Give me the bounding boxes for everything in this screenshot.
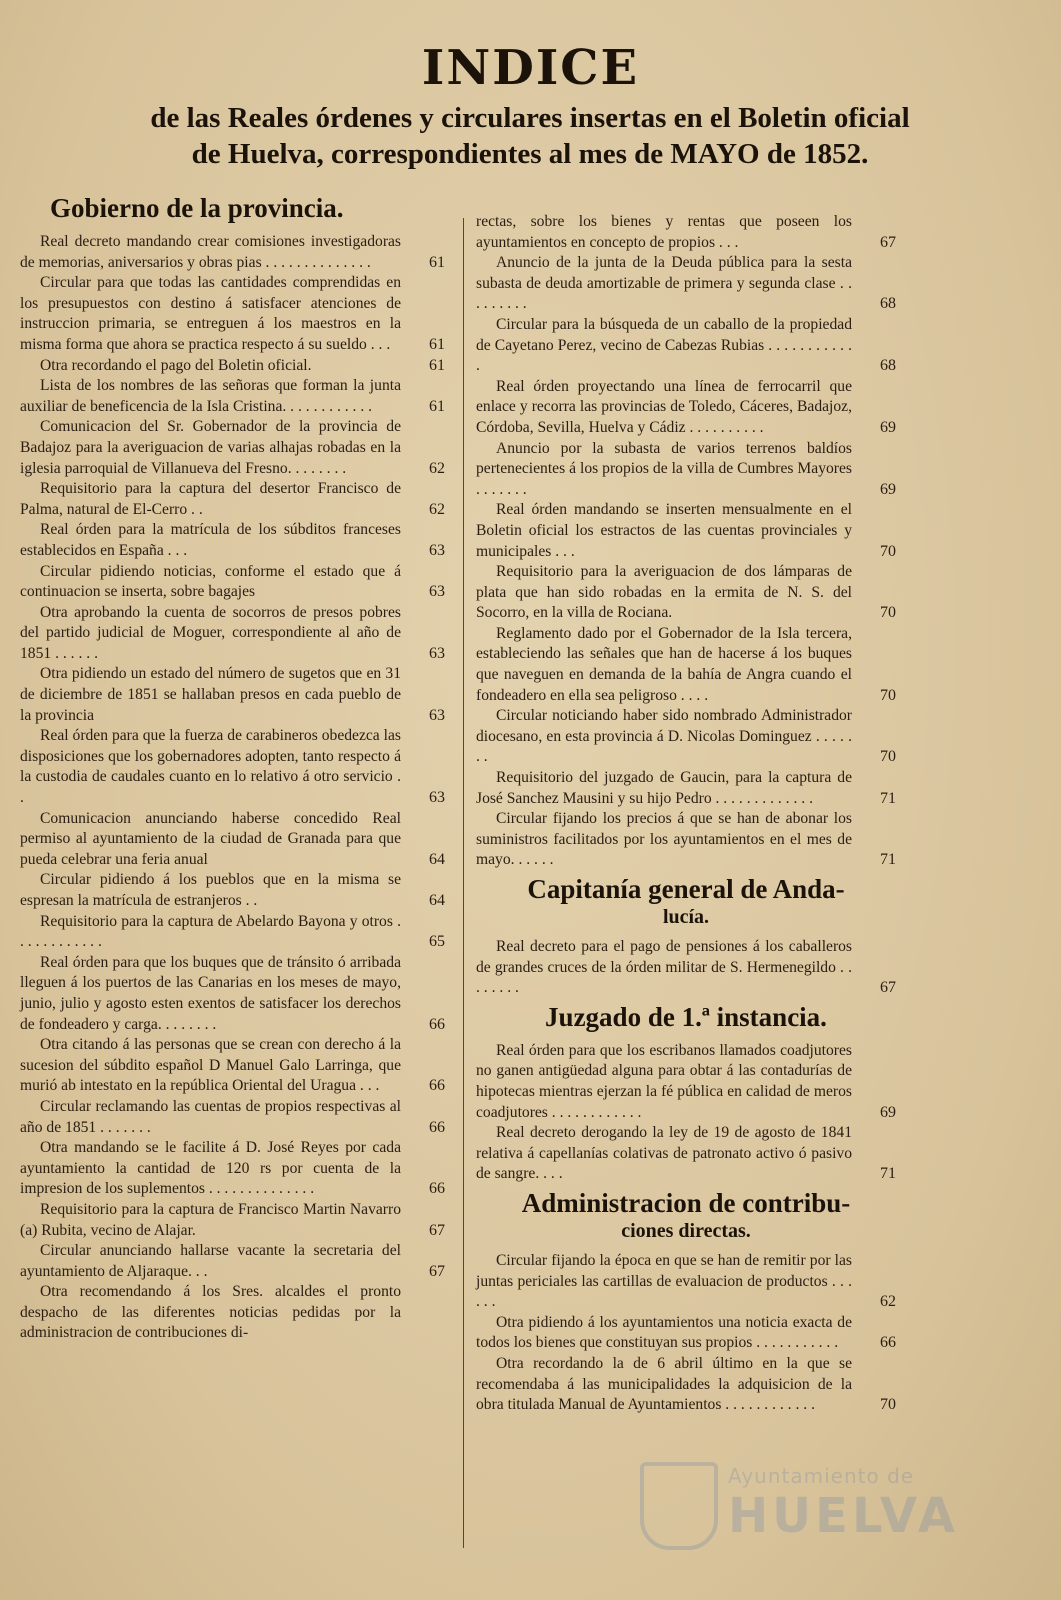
right-entries-b [476,937,896,999]
entry-page: 61 [429,335,445,353]
entry-page: 62 [880,1293,896,1311]
entry-text: Reglamento dado por el Gobernador de la Isla tercera, estableciendo las señales que han de hacerse á los buques que naveguen en demanda de la bahía de Angra cuando el fondeadero en ella sea peligroso . . . . [476,624,852,704]
index-entry [20,726,445,808]
index-entry [476,1313,896,1354]
entry-text: Requisitorio para la averiguacion de dos lámparas de plata que han sido robadas en la ermita de N. S. del Socorro, en la villa de Rociana. [476,563,852,622]
entry-text: Otra aprobando la cuenta de socorros de presos pobres del partido judicial de Moguer, correspondiente al año de 1851 . . . . . . [20,603,401,662]
right-entries-a [476,253,896,871]
entry-page: 69 [880,1103,896,1121]
entry-text: Circular pidiendo á los pueblos que en la misma se espresan la matrícula de estranjeros . . [20,871,401,909]
index-entry [476,562,896,624]
entry-page: 61 [429,356,445,374]
index-entry [20,479,445,520]
entry-page: 66 [429,1118,445,1136]
entry-page: 62 [429,500,445,518]
entry-page: 64 [429,892,445,909]
entry-text: Real decreto derogando la ley de 19 de agosto de 1841 relativa á capellanías colativas de patronato activo ó pasivo de sangre. . . . [476,1124,852,1183]
column-divider [463,218,464,1548]
index-entry [476,937,896,999]
index-entry [476,1354,896,1416]
entry-text: Real decreto para el pago de pensiones á los caballeros de grandes cruces de la órden militar de S. Hermenegildo . . . . . . . . [476,938,852,997]
entry-page: 67 [429,1221,445,1239]
index-entry [476,1123,896,1185]
entry-page: 63 [429,541,445,559]
index-entry [476,377,896,439]
watermark [640,1450,970,1550]
section-title-gobierno: Gobierno de la provincia. [50,193,344,223]
entry-page: 67 [429,1262,445,1280]
left-column [20,190,445,1344]
entry-page: 68 [880,295,896,313]
entry-text: Requisitorio del juzgado de Gaucin, para la captura de José Sanchez Mausini y su hijo Pedro . . . . . . . . . . . . . [476,769,852,807]
right-entries-d [476,1251,896,1416]
entry-page: 62 [429,459,445,477]
index-entry [20,356,445,377]
section-title-capitania-l2: lucía. [662,906,710,928]
index-entry [476,624,896,706]
entry-text: Comunicacion del Sr. Gobernador de la provincia de Badajoz para la averiguacion de varias alhajas robadas en la iglesia parroquial de Villanueva del Fresno. . . . . . . . [20,418,401,477]
entry-page: 66 [429,1015,445,1033]
watermark-small-text: Ayuntamiento de [728,1464,915,1488]
entry-text: Real órden proyectando una línea de ferrocarril que enlace y recorra las provincias de Toledo, Cáceres, Badajoz, Córdoba, Sevilla, Huelva y Cádiz . . . . . . . . . . [476,377,852,436]
entry-text: Real órden para la matrícula de los súbditos franceses establecidos en España . . . [20,521,401,559]
page-subtitle [25,100,1035,172]
entry-page: 71 [880,789,896,807]
entry-text: Otra recordando el pago del Boletin oficial. [40,356,312,374]
entry-page: 61 [429,253,445,271]
index-entry [476,253,896,315]
entry-page: 67 [880,979,896,997]
page-title: INDICE [421,40,640,96]
entry-text: Real órden mandando se inserten mensualmente en el Boletin oficial los estractos de las cuentas provinciales y municipales . . . [476,501,852,560]
index-entry [20,1282,445,1344]
entry-page: 71 [880,851,896,869]
entry-page: 69 [880,480,896,498]
entry-page: 63 [429,644,445,662]
index-entry [20,1200,445,1241]
entry-text: Requisitorio para la captura del desertor Francisco de Palma, natural de El-Cerro . . [20,480,401,518]
right-column [476,212,896,1416]
entry-page: 66 [429,1180,445,1198]
subtitle-line-1: de las Reales órdenes y circulares insertas en el Boletin oficial [150,102,910,134]
entry-page: 70 [880,1396,896,1414]
section-title-administracion-l1: Administracion de contribu- [521,1187,851,1218]
watermark-big-text: HUELVA [728,1488,959,1544]
index-entry [20,520,445,561]
entry-page: 70 [880,542,896,560]
entry-text: Otra pidiendo á los ayuntamientos una noticia exacta de todos los bienes que constituyan sus propios . . . . . . . . . . . [476,1313,852,1352]
entry-text: Circular reclamando las cuentas de propios respectivas al año de 1851 . . . . . . . [20,1097,401,1136]
section-title-juzgado: Juzgado de 1.ª instancia. [545,1001,827,1032]
index-entry [20,417,445,479]
entry-text: Real órden para que los buques que de tránsito ó arribada lleguen á los puertos de las Canarias en los meses de mayo, junio, julio y agosto esten exentos de satisfacer los derechos de fondeadero y carga. . . . . . . . [20,953,401,1033]
entry-text: Circular para que todas las cantidades comprendidas en los presupuestos con destino á satisfacer atenciones de instruccion primaria, se entreguen á los maestros en la misma forma que ahora se practica respecto á su sueldo . . . [20,274,401,353]
entry-page: 64 [429,850,445,868]
index-entry [476,439,896,501]
entry-text: Lista de los nombres de las señoras que forman la junta auxiliar de beneficencia de la Isla Cristina. . . . . . . . . . . . [20,377,401,415]
entry-text: Real órden para que la fuerza de carabineros obedezca las disposiciones que los gobernadores adopten, tanto respecto á la custodia de caudales cuanto en lo relativo á otro servicio . . [20,727,401,807]
entry-page: 63 [429,706,445,724]
index-entry [20,1097,445,1138]
entry-text: Otra citando á las personas que se crean con derecho á la sucesion del súbdito español D Manuel Galo Larringa, que murió ab intestato en la república Oriental del Uragua . . . [20,1036,401,1095]
entry-text: Requisitorio para la captura de Francisco Martin Navarro (a) Rubita, vecino de Alajar. [20,1200,401,1239]
entry-text: Circular anunciando hallarse vacante la secretaria del ayuntamiento de Aljaraque. . . [20,1242,401,1280]
entry-text: Comunicacion anunciando haberse concedido Real permiso al ayuntamiento de la ciudad de Granada para que pueda celebrar una feria anual [20,809,401,868]
index-entry [20,1241,445,1282]
entry-text: Real órden para que los escribanos llamados coadjutores no ganen antigüedad alguna para obtar á las contadurías de hipotecas mientras ejerzan la fé pública en calidad de meros coadjutores . . . . . . . . . . . . [476,1041,852,1121]
index-entry [20,562,445,603]
entry-page: 67 [880,233,896,251]
entry-text: Otra recordando la de 6 abril último en la que se recomendaba á las municipalidades la adquisicion de la obra titulada Manual de Ayuntamientos . . . . . . . . . . . . [476,1354,852,1414]
entry-page: 70 [880,604,896,622]
section-title-administracion [476,1187,896,1243]
index-entry [20,1138,445,1200]
entry-page: 71 [880,1165,896,1183]
entry-text: Anuncio de la junta de la Deuda pública para la sesta subasta de deuda amortizable de primera y segunda clase . . . . . . . . . [476,254,852,313]
entry-text: Circular fijando los precios á que se han de abonar los suministros facilitados por los ayuntamientos en el mes de mayo. . . . . . [476,810,852,869]
entry-page: 61 [429,397,445,415]
entry-text: Otra pidiendo un estado del número de sugetos que en 31 de diciembre de 1851 se hallaban presos en cada pueblo de la provincia [20,665,401,724]
index-entry [476,768,896,809]
index-entry [476,500,896,562]
entry-text: Circular para la búsqueda de un caballo de la propiedad de Cayetano Perez, vecino de Cabezas Rubias . . . . . . . . . . . . [476,315,852,375]
entry-text: Otra recomendando á los Sres. alcaldes el pronto despacho de las diferentes noticias pedidas por la administracion de contribuciones di- [20,1283,401,1342]
entry-page: 69 [880,418,896,436]
index-entry [20,664,445,726]
index-entry [20,809,445,871]
index-entry [20,870,445,911]
entry-text: Circular fijando la época en que se han de remitir por las juntas periciales las cartillas de evaluacion de productos . . . . . . [476,1251,852,1311]
left-entries-list [20,232,445,1344]
entry-page: 70 [880,748,896,766]
entry-text: Circular pidiendo noticias, conforme el estado que á continuacion se inserta, sobre bagajes [20,562,401,601]
index-entry [20,232,445,273]
index-entry [476,315,896,377]
index-entry [476,706,896,768]
index-entry [476,1041,896,1123]
entry-page: 70 [880,686,896,704]
entry-text: Real decreto mandando crear comisiones investigadoras de memorias, aniversarios y obras pias . . . . . . . . . . . . . . [20,233,401,271]
coat-of-arms-icon [640,1462,718,1550]
subtitle-line-2: de Huelva, correspondientes al mes de MAYO de 1852. [191,138,869,170]
entry-page: 63 [429,583,445,601]
index-entry [476,212,896,253]
entry-page: 63 [429,789,445,807]
index-entry [20,603,445,665]
entry-text: Requisitorio para la captura de Abelardo Bayona y otros . . . . . . . . . . . . [20,912,401,951]
entry-page: 66 [429,1077,445,1095]
entry-text: Otra mandando se le facilite á D. José Reyes por cada ayuntamiento la cantidad de 120 rs por cuenta de la impresion de los suplementos . . . . . . . . . . . . . . [20,1139,401,1198]
entry-text: rectas, sobre los bienes y rentas que poseen los ayuntamientos en concepto de propios . . . [476,213,852,251]
section-title-capitania-l1: Capitanía general de Anda- [527,874,845,904]
index-entry [476,1251,896,1313]
section-title-administracion-l2: ciones directas. [621,1219,751,1242]
right-entries-c [476,1041,896,1185]
index-entry [20,1035,445,1097]
index-entry [476,809,896,871]
section-title-capitania [476,873,896,929]
index-entry [20,376,445,417]
entry-page: 65 [429,933,445,951]
entry-page: 68 [880,357,896,375]
entry-page: 66 [880,1334,896,1352]
index-entry [20,953,445,1035]
entry-text: Anuncio por la subasta de varios terrenos baldíos pertenecientes á los propios de la villa de Cumbres Mayores . . . . . . . [476,439,852,498]
entry-text: Circular noticiando haber sido nombrado Administrador diocesano, en esta provincia á D. Nicolas Dominguez . . . . . . . [476,707,852,766]
index-entry [20,912,445,953]
index-entry [20,273,445,355]
